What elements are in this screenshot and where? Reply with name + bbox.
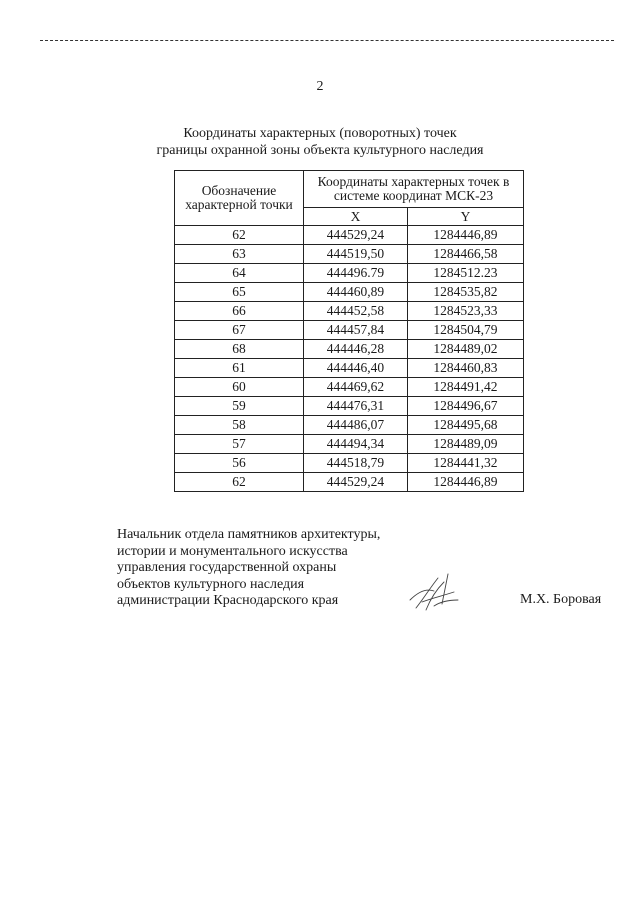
header-coordinates-group <box>304 171 524 208</box>
coordinates-table <box>174 170 524 492</box>
point-cell: 62 <box>175 226 304 245</box>
x-cell: 444446,40 <box>304 359 408 378</box>
table-row <box>175 397 524 416</box>
signer-name: М.Х. Боровая <box>520 592 602 607</box>
y-cell: 1284460,83 <box>407 359 523 378</box>
table-row <box>175 226 524 245</box>
table-row <box>175 302 524 321</box>
x-cell: 444494,34 <box>304 435 408 454</box>
y-cell: 1284523,33 <box>407 302 523 321</box>
header-group-line-1: Координаты характерных точек в <box>317 174 510 189</box>
point-cell: 67 <box>175 321 304 340</box>
table-row <box>175 378 524 397</box>
handwritten-signature <box>404 570 464 620</box>
table-row <box>175 283 524 302</box>
y-cell: 1284489,09 <box>407 435 523 454</box>
point-cell: 66 <box>175 302 304 321</box>
table-row <box>175 359 524 378</box>
y-cell: 1284446,89 <box>407 473 523 492</box>
x-cell: 444496.79 <box>304 264 408 283</box>
header-designation-line-2: характерной точки <box>185 197 293 212</box>
y-cell: 1284489,02 <box>407 340 523 359</box>
point-cell: 65 <box>175 283 304 302</box>
point-cell: 68 <box>175 340 304 359</box>
x-cell: 444486,07 <box>304 416 408 435</box>
header-x: X <box>304 208 408 226</box>
table-row <box>175 454 524 473</box>
x-cell: 444519,50 <box>304 245 408 264</box>
position-line-2: истории и монументального искусства <box>117 543 348 559</box>
point-cell: 58 <box>175 416 304 435</box>
point-cell: 63 <box>175 245 304 264</box>
y-cell: 1284466,58 <box>407 245 523 264</box>
table-row <box>175 435 524 454</box>
point-cell: 60 <box>175 378 304 397</box>
x-cell: 444518,79 <box>304 454 408 473</box>
y-cell: 1284512.23 <box>407 264 523 283</box>
y-cell: 1284495,68 <box>407 416 523 435</box>
x-cell: 444452,58 <box>304 302 408 321</box>
y-cell: 1284504,79 <box>407 321 523 340</box>
table-row <box>175 321 524 340</box>
position-line-5: администрации Краснодарского края <box>117 593 339 608</box>
table-row <box>175 340 524 359</box>
table-row <box>175 473 524 492</box>
x-cell: 444457,84 <box>304 321 408 340</box>
page-number: 2 <box>316 79 324 94</box>
title-line-1: Координаты характерных (поворотных) точек <box>183 126 457 141</box>
title-line-2: границы охранной зоны объекта культурного наследия <box>156 143 484 158</box>
point-cell: 61 <box>175 359 304 378</box>
header-designation <box>175 171 304 226</box>
y-cell: 1284491,42 <box>407 378 523 397</box>
table-row <box>175 264 524 283</box>
x-cell: 444529,24 <box>304 473 408 492</box>
x-cell: 444460,89 <box>304 283 408 302</box>
coordinates-table-body <box>175 226 524 492</box>
point-cell: 62 <box>175 473 304 492</box>
position-line-4: объектов культурного наследия <box>117 576 305 592</box>
header-group-line-2: системе координат МСК-23 <box>333 188 494 203</box>
point-cell: 56 <box>175 454 304 473</box>
top-rule <box>40 40 614 41</box>
x-cell: 444446,28 <box>304 340 408 359</box>
point-cell: 64 <box>175 264 304 283</box>
x-cell: 444476,31 <box>304 397 408 416</box>
position-line-3: управления государственной охраны <box>117 560 337 575</box>
position-line-1: Начальник отдела памятников архитектуры, <box>117 527 381 542</box>
document-title <box>0 125 640 159</box>
point-cell: 59 <box>175 397 304 416</box>
y-cell: 1284441,32 <box>407 454 523 473</box>
table-row <box>175 245 524 264</box>
header-y: Y <box>407 208 523 226</box>
point-cell: 57 <box>175 435 304 454</box>
x-cell: 444529,24 <box>304 226 408 245</box>
table-row <box>175 416 524 435</box>
signature-strokes <box>410 574 458 610</box>
y-cell: 1284496,67 <box>407 397 523 416</box>
header-designation-line-1: Обозначение <box>201 183 277 198</box>
y-cell: 1284535,82 <box>407 283 523 302</box>
x-cell: 444469,62 <box>304 378 408 397</box>
y-cell: 1284446,89 <box>407 226 523 245</box>
